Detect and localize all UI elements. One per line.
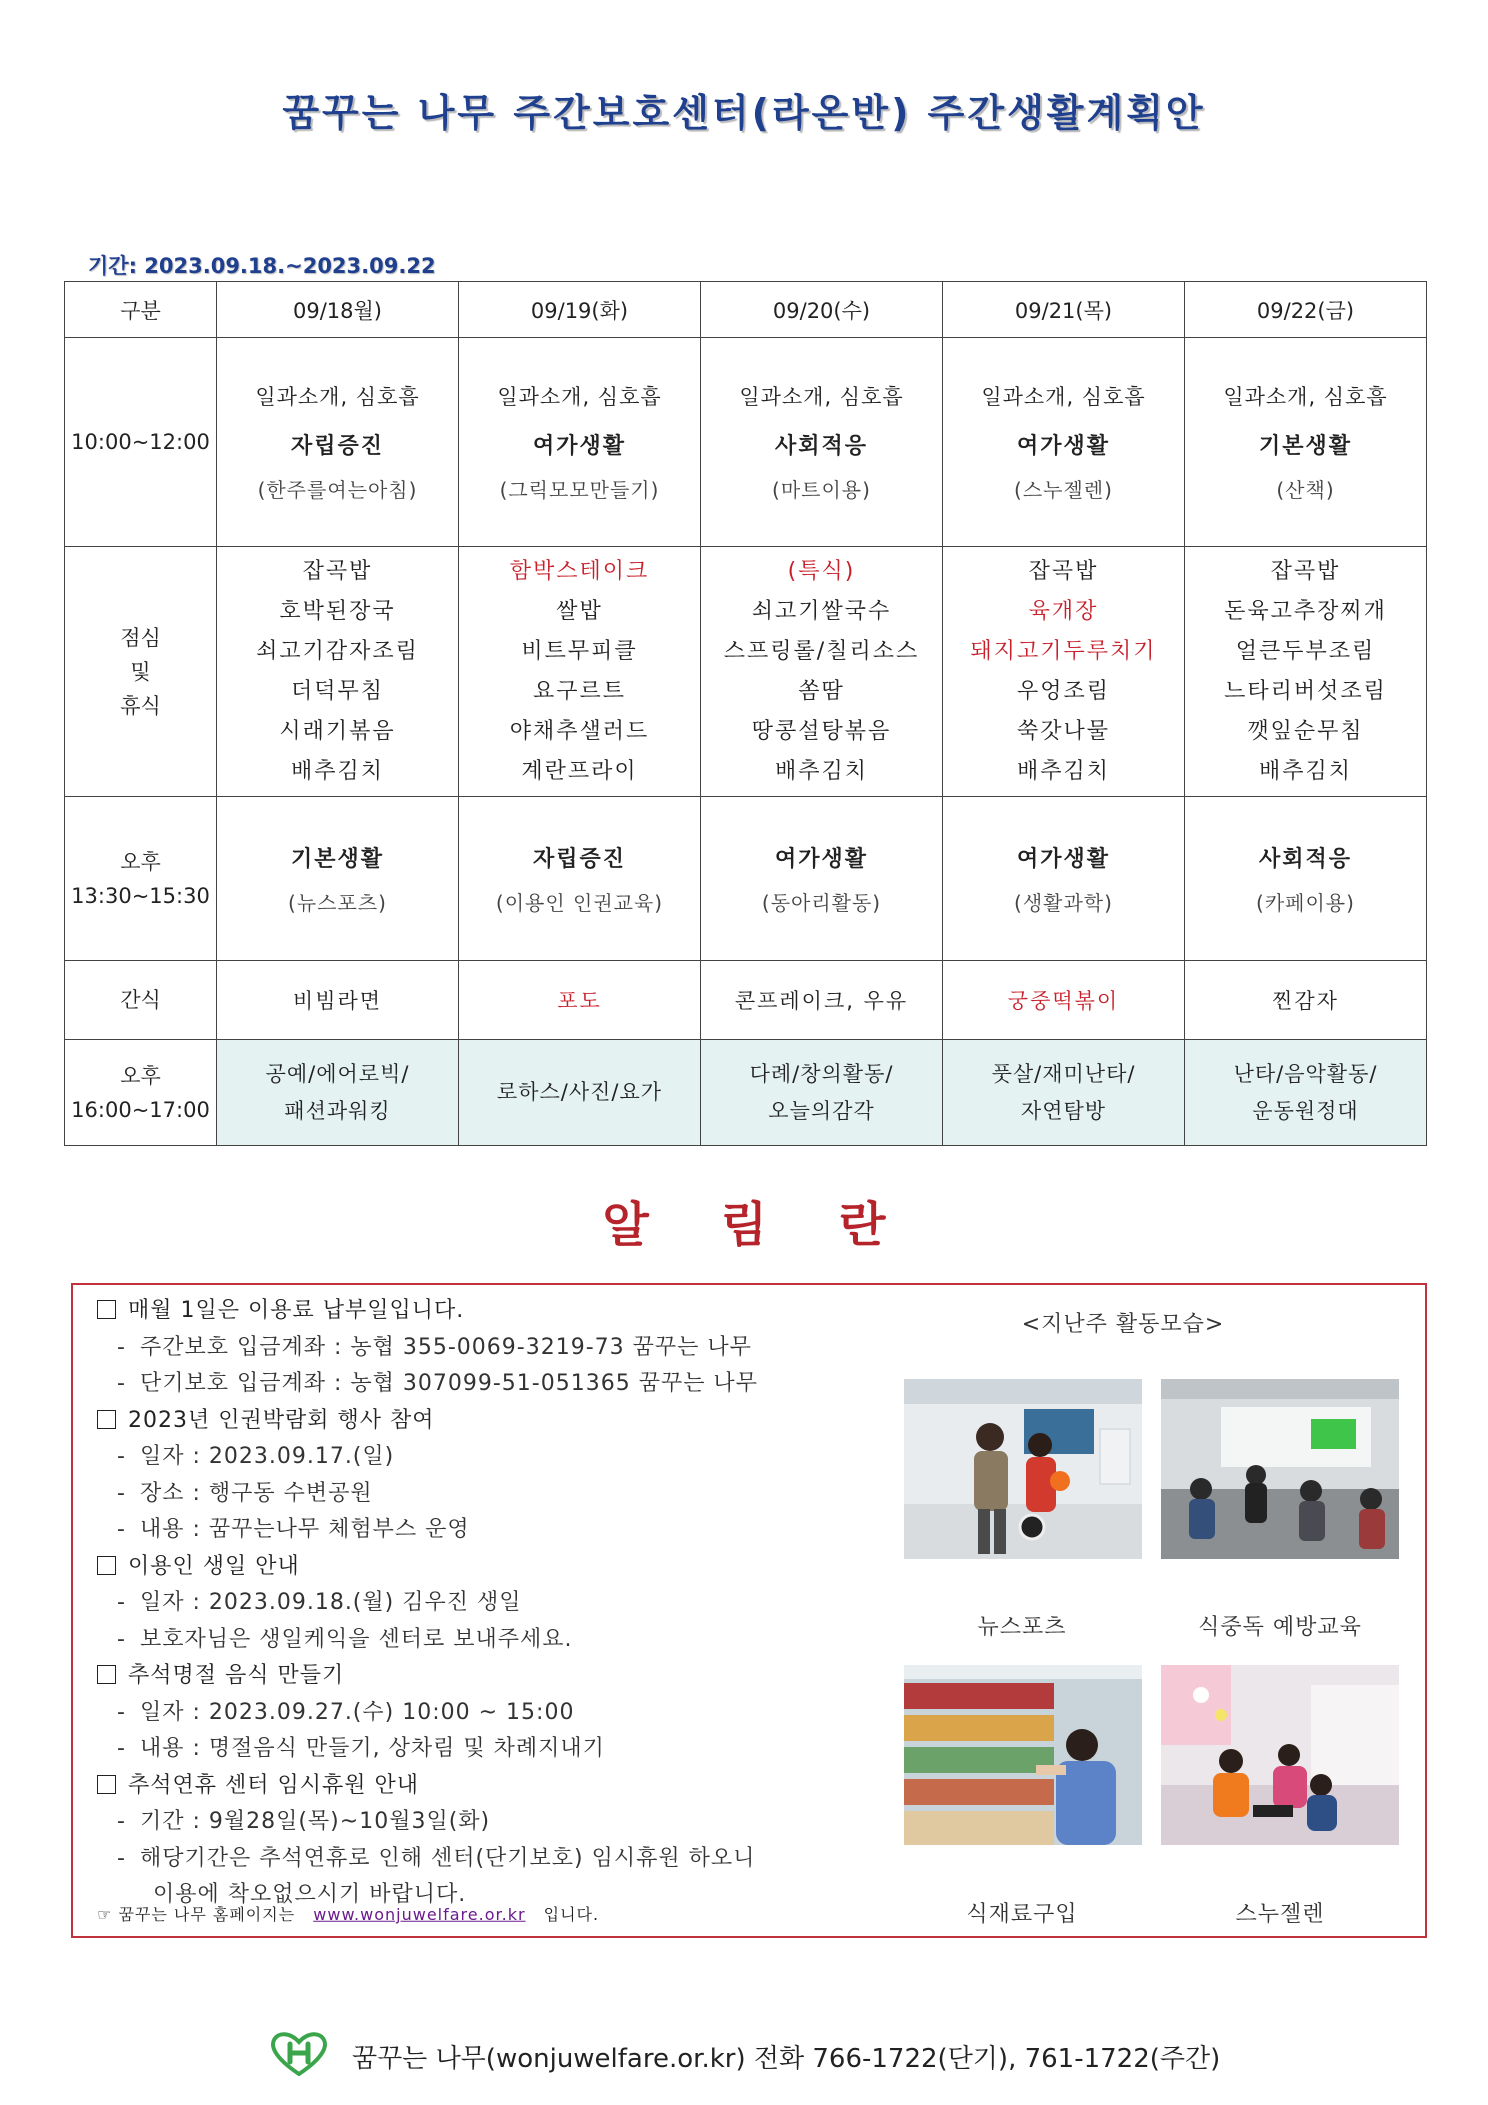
menu-item: 쏨땀	[798, 678, 845, 704]
notice-text: 일자 : 2023.09.18.(월) 김우진 생일	[139, 1590, 522, 1615]
footer	[0, 2030, 1488, 2083]
menu-item: 쇠고기감자조림	[256, 638, 419, 664]
dash-bullet-icon: -	[117, 1736, 126, 1761]
notice-heading	[97, 1403, 917, 1440]
notice-list	[97, 1293, 917, 1914]
notice-text: 단기보호 입금계좌 : 농협 307099-51-051365 꿈꾸는 나무	[139, 1371, 758, 1396]
lunch-menu-cell	[701, 547, 943, 797]
program-detail: (한주를여는아침)	[257, 478, 418, 502]
homepage-link[interactable]: www.wonjuwelfare.or.kr	[313, 1904, 526, 1924]
notice-item	[97, 1476, 917, 1513]
notice-heading	[97, 1768, 917, 1805]
row-label-line: 점심	[120, 625, 161, 650]
menu-item: 깻잎순무침	[1247, 718, 1364, 744]
activity-photos-title: <지난주 활동모습>	[1021, 1312, 1225, 1337]
intro-text: 일과소개, 심호흡	[981, 385, 1146, 409]
day-header: 09/18월)	[217, 282, 459, 338]
notice-item	[97, 1841, 917, 1878]
menu-item: 쇠고기쌀국수	[751, 598, 892, 624]
notice-item	[97, 1585, 917, 1622]
lunch-menu-cell	[1185, 547, 1427, 797]
row-label-afternoon	[65, 797, 217, 961]
notice-text: 내용 : 명절음식 만들기, 상차림 및 차례지내기	[139, 1736, 605, 1761]
photo-caption: 식재료구입	[966, 1902, 1078, 1927]
notice-heading	[97, 1293, 917, 1330]
morning-cell	[943, 338, 1185, 547]
activity-photo-food-safety	[1161, 1379, 1399, 1559]
dash-bullet-icon: -	[117, 1809, 126, 1834]
morning-cell	[459, 338, 701, 547]
row-label-line: 오후	[120, 1063, 161, 1088]
lunch-menu-cell	[943, 547, 1185, 797]
lunch-menu-cell	[217, 547, 459, 797]
program-detail: (동아리활동)	[761, 890, 882, 915]
late-activity-cell	[701, 1040, 943, 1146]
menu-item: 배추김치	[1258, 758, 1352, 784]
menu-item: 얼큰두부조림	[1235, 638, 1376, 664]
program-detail: (그릭모모만들기)	[499, 478, 660, 502]
intro-text: 일과소개, 심호흡	[1223, 385, 1388, 409]
notice-text: 추석연휴 센터 임시휴원 안내	[128, 1772, 420, 1798]
afternoon-cell	[1185, 797, 1427, 961]
menu-item: 요구르트	[532, 678, 626, 704]
notice-text: 기간 : 9월28일(목)~10월3일(화)	[139, 1809, 491, 1834]
notice-box	[71, 1283, 1427, 1938]
notice-text: 장소 : 행구동 수변공원	[139, 1480, 373, 1506]
program-detail: (생활과학)	[1014, 890, 1113, 915]
notice-heading	[97, 1549, 917, 1586]
morning-cell	[701, 338, 943, 547]
menu-item-special: (특식)	[787, 558, 856, 584]
checkbox-square-icon	[97, 1556, 116, 1575]
activity-photo-snoezelen	[1161, 1665, 1399, 1845]
dash-bullet-icon: -	[117, 1517, 126, 1542]
notice-text: 추석명절 음식 만들기	[128, 1663, 345, 1688]
checkbox-square-icon	[97, 1300, 116, 1319]
photo-caption: 스누젤렌	[1235, 1902, 1325, 1927]
snack-row	[65, 961, 1427, 1040]
row-label-snack: 간식	[65, 961, 217, 1040]
menu-item-special: 돼지고기두루치기	[970, 638, 1157, 664]
activity-text: 운동원정대	[1252, 1098, 1359, 1123]
intro-text: 일과소개, 심호흡	[497, 385, 662, 409]
activity-text: 오늘의감각	[768, 1098, 875, 1123]
header-row	[65, 282, 1427, 338]
dash-bullet-icon: -	[117, 1480, 126, 1506]
dash-bullet-icon: -	[117, 1626, 126, 1652]
afternoon-cell	[701, 797, 943, 961]
row-label-line: 휴식	[120, 693, 161, 718]
day-header: 09/21(목)	[943, 282, 1185, 338]
menu-item: 우엉조림	[1016, 678, 1110, 704]
snack-cell: 콘프레이크, 우유	[701, 961, 943, 1040]
menu-item: 스프링롤/칠리소스	[723, 638, 920, 664]
late-afternoon-row	[65, 1040, 1427, 1146]
late-activity-cell	[217, 1040, 459, 1146]
notice-text: 이용에 착오없으시기 바랍니다.	[153, 1882, 467, 1907]
day-header: 09/22(금)	[1185, 282, 1427, 338]
menu-item: 배추김치	[1016, 758, 1110, 784]
snack-cell: 궁중떡볶이	[943, 961, 1185, 1040]
homepage-suffix: 입니다.	[543, 1904, 600, 1924]
menu-item-special: 함박스테이크	[509, 558, 650, 584]
menu-item: 잡곡밥	[302, 558, 373, 584]
menu-item: 배추김치	[774, 758, 868, 784]
late-activity-cell	[943, 1040, 1185, 1146]
photo-caption: 식중독 예방교육	[1198, 1615, 1362, 1640]
notice-text: 일자 : 2023.09.17.(일)	[139, 1444, 395, 1469]
notice-heading	[97, 1658, 917, 1695]
activity-text: 로하스/사진/요가	[496, 1080, 663, 1104]
checkbox-square-icon	[97, 1665, 116, 1684]
morning-cell	[1185, 338, 1427, 547]
row-label-line: 오후	[120, 849, 161, 874]
activity-photo-grocery	[904, 1665, 1142, 1845]
menu-item: 비트무피클	[521, 638, 638, 664]
menu-item-special: 육개장	[1028, 598, 1099, 624]
menu-item: 호박된장국	[279, 598, 396, 624]
menu-item: 땅콩설탕볶음	[751, 718, 892, 744]
notice-text: 매월 1일은 이용료 납부일입니다.	[128, 1298, 465, 1323]
program-name: 기본생활	[1258, 434, 1352, 459]
notice-title: 알림란	[602, 1197, 958, 1253]
program-detail: (마트이용)	[772, 478, 871, 502]
notice-item	[97, 1695, 917, 1732]
row-label-line: 16:00~17:00	[71, 1097, 210, 1122]
activity-photo-news-sports	[904, 1379, 1142, 1559]
notice-item	[97, 1366, 917, 1403]
notice-text: 보호자님은 생일케익을 센터로 보내주세요.	[139, 1626, 573, 1652]
notice-text: 일자 : 2023.09.27.(수) 10:00 ~ 15:00	[139, 1699, 575, 1725]
morning-cell	[217, 338, 459, 547]
dash-bullet-icon: -	[117, 1590, 126, 1615]
program-detail: (스누젤렌)	[1014, 478, 1113, 502]
program-name: 여가생활	[532, 434, 626, 459]
morning-row	[65, 338, 1427, 547]
notice-item	[97, 1622, 917, 1659]
activity-text: 공예/에어로빅/	[265, 1061, 410, 1086]
program-detail: (산책)	[1276, 478, 1335, 502]
dash-bullet-icon: -	[117, 1371, 126, 1396]
notice-text: 이용인 생일 안내	[128, 1553, 300, 1579]
notice-item	[97, 1804, 917, 1841]
program-name: 여가생활	[1016, 434, 1110, 459]
notice-item	[97, 1731, 917, 1768]
menu-item: 느타리버섯조림	[1224, 678, 1387, 704]
menu-item: 더덕무침	[290, 678, 384, 704]
lunch-menu-cell	[459, 547, 701, 797]
day-header: 09/19(화)	[459, 282, 701, 338]
program-name: 자립증진	[532, 846, 626, 872]
page-title: 꿈꾸는 나무 주간보호센터(라온반) 주간생활계획안	[282, 91, 1206, 135]
notice-item	[97, 1512, 917, 1549]
program-detail: (이용인 인권교육)	[495, 890, 664, 915]
row-label-line: 및	[130, 659, 151, 684]
pointing-hand-icon: ☞	[97, 1904, 113, 1924]
intro-text: 일과소개, 심호흡	[255, 385, 420, 409]
program-detail: (카페이용)	[1256, 890, 1355, 915]
program-name: 여가생활	[774, 846, 868, 872]
late-activity-cell	[459, 1040, 701, 1146]
dash-bullet-icon: -	[117, 1334, 126, 1360]
menu-item: 배추김치	[290, 758, 384, 784]
checkbox-square-icon	[97, 1410, 116, 1429]
afternoon-cell	[943, 797, 1185, 961]
day-header: 09/20(수)	[701, 282, 943, 338]
dash-bullet-icon: -	[117, 1699, 126, 1725]
activity-text: 자연탐방	[1020, 1098, 1107, 1123]
dash-bullet-icon: -	[117, 1444, 126, 1469]
photo-caption: 뉴스포츠	[977, 1615, 1067, 1640]
afternoon-row	[65, 797, 1427, 961]
checkbox-square-icon	[97, 1775, 116, 1794]
late-activity-cell	[1185, 1040, 1427, 1146]
row-label-lunch	[65, 547, 217, 797]
weekly-plan-table	[64, 281, 1427, 1146]
snack-cell: 포도	[459, 961, 701, 1040]
program-name: 여가생활	[1016, 846, 1110, 872]
dash-bullet-icon: -	[117, 1845, 126, 1871]
menu-item: 계란프라이	[521, 758, 638, 784]
menu-item: 돈육고추장찌개	[1224, 598, 1387, 624]
notice-text: 2023년 인권박람회 행사 참여	[128, 1407, 435, 1433]
afternoon-cell	[459, 797, 701, 961]
notice-text: 내용 : 꿈꾸는나무 체험부스 운영	[139, 1517, 470, 1542]
activity-text: 난타/음악활동/	[1233, 1061, 1378, 1086]
activity-text: 다례/창의활동/	[749, 1061, 894, 1086]
afternoon-cell	[217, 797, 459, 961]
lunch-row	[65, 547, 1427, 797]
footer-contact: 꿈꾸는 나무(wonjuwelfare.or.kr) 전화 766-1722(단기), 761-1722(주간)	[351, 2044, 1221, 2074]
notice-text: 주간보호 입금계좌 : 농협 355-0069-3219-73 꿈꾸는 나무	[139, 1334, 752, 1360]
plan-period: 기간: 2023.09.18.~2023.09.22	[88, 254, 436, 278]
tree-logo-icon	[268, 2030, 330, 2083]
menu-item: 잡곡밥	[1028, 558, 1099, 584]
activity-text: 풋살/재미난타/	[991, 1061, 1136, 1086]
program-name: 사회적응	[1258, 846, 1352, 872]
program-name: 사회적응	[774, 434, 868, 459]
notice-text: 해당기간은 추석연휴로 인해 센터(단기보호) 임시휴원 하오니	[139, 1845, 756, 1871]
menu-item: 쑥갓나물	[1016, 718, 1110, 744]
homepage-line	[97, 1897, 599, 1934]
homepage-prefix: 꿈꾸는 나무 홈페이지는	[118, 1904, 296, 1924]
menu-item: 잡곡밥	[1270, 558, 1341, 584]
row-label-line: 13:30~15:30	[71, 883, 210, 908]
program-detail: (뉴스포츠)	[288, 890, 387, 915]
notice-item	[97, 1439, 917, 1476]
menu-item: 야채추샐러드	[509, 718, 650, 744]
intro-text: 일과소개, 심호흡	[739, 385, 904, 409]
program-name: 기본생활	[290, 846, 384, 872]
snack-cell: 찐감자	[1185, 961, 1427, 1040]
program-name: 자립증진	[290, 434, 384, 459]
row-label-late	[65, 1040, 217, 1146]
row-label-morning: 10:00~12:00	[65, 338, 217, 547]
snack-cell: 비빔라면	[217, 961, 459, 1040]
menu-item: 시래기볶음	[279, 718, 396, 744]
corner-cell: 구분	[65, 282, 217, 338]
activity-text: 패션과워킹	[284, 1098, 391, 1123]
menu-item: 쌀밥	[556, 598, 603, 624]
notice-item	[97, 1330, 917, 1367]
